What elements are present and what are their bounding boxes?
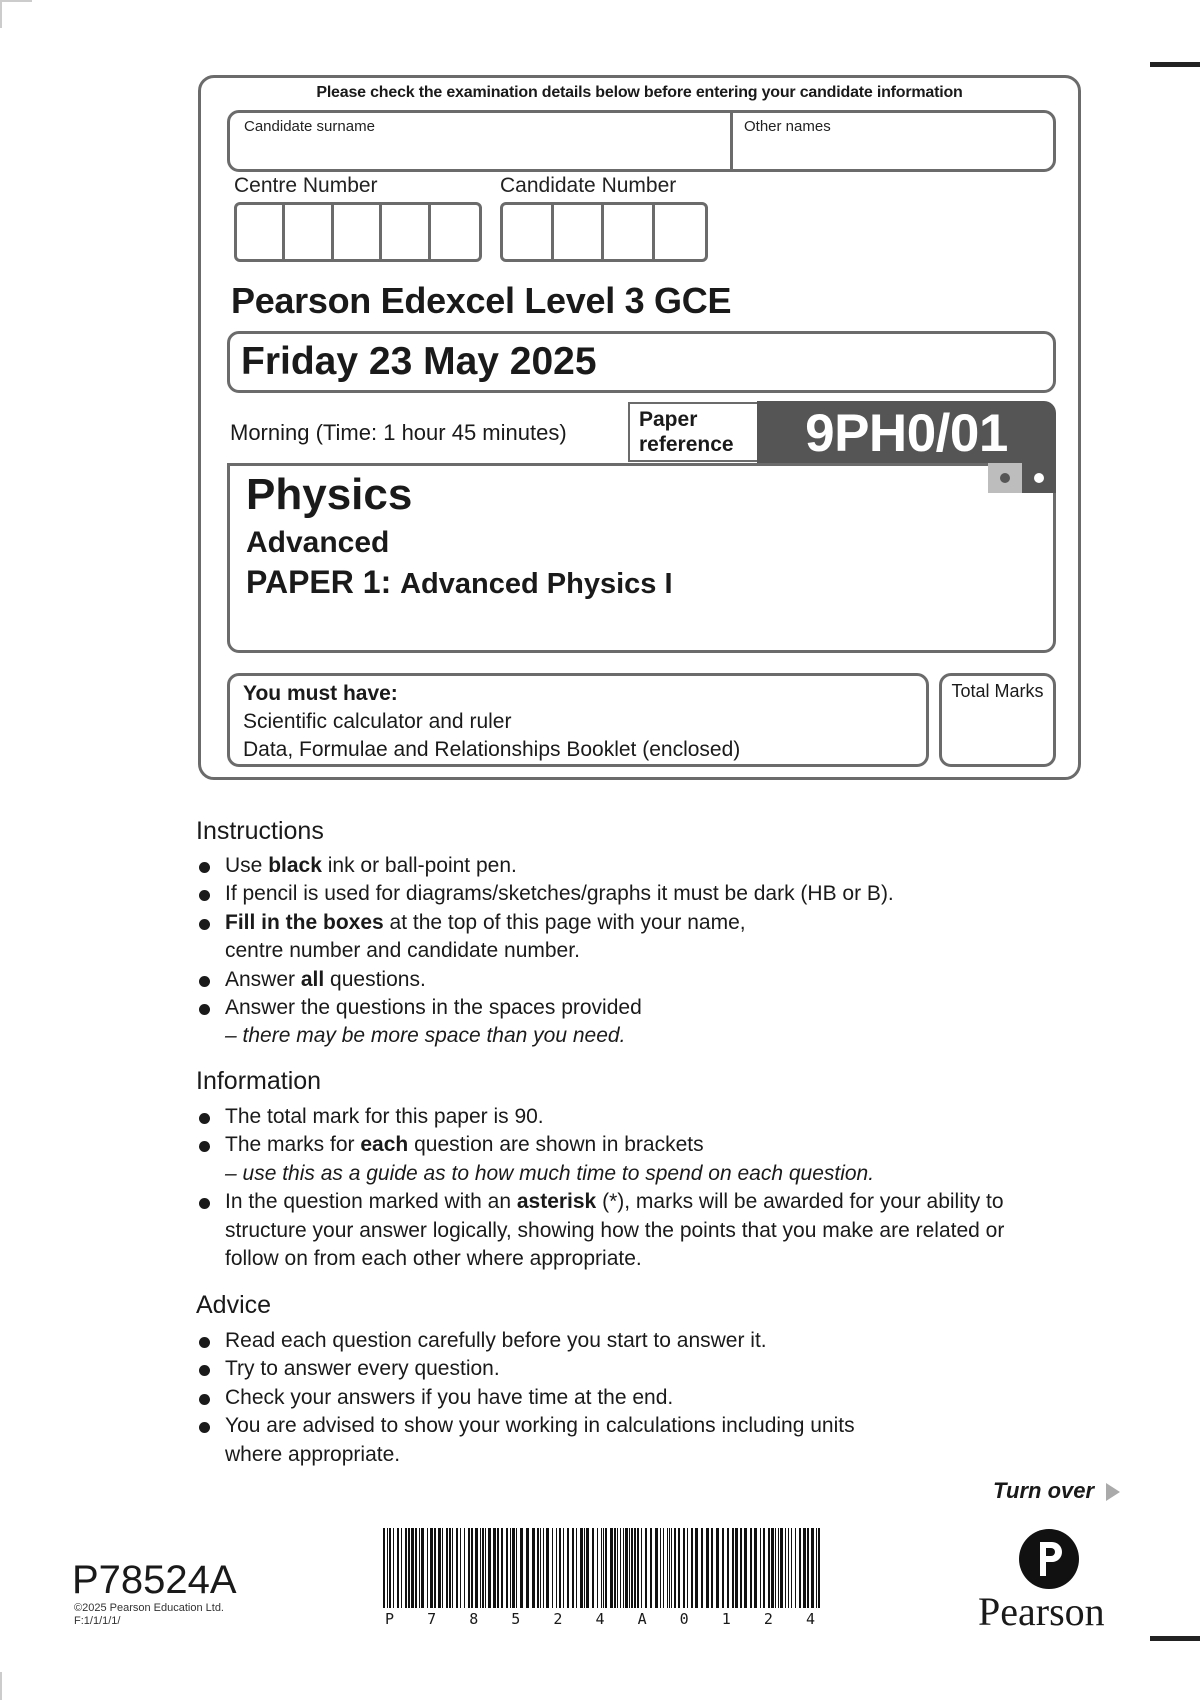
barcode-bar <box>775 1528 776 1608</box>
barcode-bar <box>415 1528 417 1608</box>
subject-box <box>227 463 1056 653</box>
barcode-bar <box>791 1528 792 1608</box>
crop-mark <box>0 1672 2 1700</box>
barcode-bar <box>650 1528 652 1608</box>
barcode-bar <box>493 1528 496 1608</box>
digit-box[interactable] <box>334 205 382 259</box>
list-item: The marks for each question are shown in brackets – use this as a guide as to how much time to spend on each question. <box>196 1131 1004 1188</box>
candidate-name-box[interactable] <box>227 110 1056 172</box>
barcode-bar <box>655 1528 658 1608</box>
barcode-bar <box>411 1528 414 1608</box>
digit-box[interactable] <box>655 205 705 259</box>
barcode-digit: 7 <box>427 1610 437 1628</box>
barcode-bar <box>818 1528 820 1608</box>
name-divider <box>730 113 733 169</box>
pearson-logo-icon <box>1018 1528 1080 1590</box>
barcode-bar <box>740 1528 742 1608</box>
information-heading: Information <box>196 1067 322 1095</box>
barcode <box>383 1528 821 1608</box>
barcode-bar <box>669 1528 670 1608</box>
instructions-heading: Instructions <box>196 817 324 845</box>
subject-title: Physics <box>246 470 413 519</box>
barcode-bar <box>572 1528 574 1608</box>
barcode-digit: 8 <box>469 1610 479 1628</box>
barcode-digit: 2 <box>553 1610 563 1628</box>
barcode-digits <box>385 1610 815 1628</box>
barcode-bar <box>387 1528 388 1608</box>
barcode-bar <box>442 1528 443 1608</box>
crop-mark <box>0 0 2 28</box>
barcode-digit: 2 <box>763 1610 773 1628</box>
total-marks-label: Total Marks <box>951 681 1044 701</box>
barcode-bar <box>556 1528 557 1608</box>
barcode-bar <box>488 1528 491 1608</box>
barcode-bar <box>419 1528 420 1608</box>
copyright <box>74 1602 224 1628</box>
barcode-bar <box>506 1528 508 1608</box>
digit-box[interactable] <box>431 205 479 259</box>
barcode-bar <box>645 1528 647 1608</box>
barcode-bar <box>540 1528 541 1608</box>
paper-name: Advanced Physics I <box>400 568 673 600</box>
barcode-bar <box>625 1528 628 1608</box>
arrow-right-icon <box>1106 1483 1120 1501</box>
exam-board-title: Pearson Edexcel Level 3 GCE <box>231 280 732 321</box>
information-list <box>196 1103 1004 1273</box>
barcode-bar <box>520 1528 523 1608</box>
digit-box[interactable] <box>503 205 554 259</box>
barcode-bar <box>763 1528 765 1608</box>
barcode-bar <box>620 1528 621 1608</box>
list-item: The total mark for this paper is 90. <box>196 1103 1004 1131</box>
digit-box[interactable] <box>604 205 655 259</box>
candidate-number-boxes[interactable] <box>500 202 708 262</box>
must-have-item: Scientific calculator and ruler <box>243 710 512 733</box>
barcode-bar <box>610 1528 613 1608</box>
barcode-bar <box>771 1528 774 1608</box>
list-item: Try to answer every question. <box>196 1355 855 1383</box>
centre-number-boxes[interactable] <box>234 202 482 262</box>
barcode-bar <box>601 1528 602 1608</box>
dot-icon <box>1000 473 1010 483</box>
barcode-bar <box>438 1528 441 1608</box>
barcode-bar <box>678 1528 680 1608</box>
barcode-bar <box>785 1528 786 1608</box>
check-notice: Please check the examination details below before entering your candidate information <box>316 84 963 101</box>
barcode-bar <box>744 1528 747 1608</box>
barcode-bar <box>401 1528 402 1608</box>
advice-list <box>196 1327 855 1469</box>
list-item: You are advised to show your working in calculations including units where appropriate. <box>196 1412 855 1469</box>
barcode-bar <box>482 1528 484 1608</box>
barcode-bar <box>701 1528 703 1608</box>
barcode-bar <box>683 1528 685 1608</box>
barcode-bar <box>807 1528 809 1608</box>
barcode-bar <box>597 1528 598 1608</box>
crop-mark <box>0 0 32 2</box>
barcode-bar <box>464 1528 465 1608</box>
barcode-bar <box>434 1528 436 1608</box>
barcode-bar <box>452 1528 453 1608</box>
barcode-bar <box>389 1528 391 1608</box>
barcode-bar <box>405 1528 407 1608</box>
exam-date: Friday 23 May 2025 <box>241 340 597 383</box>
turn-over-label: Turn over <box>993 1478 1095 1503</box>
barcode-digit: A <box>637 1610 647 1628</box>
barcode-bar <box>480 1528 481 1608</box>
barcode-bar <box>629 1528 630 1608</box>
barcode-bar <box>614 1528 616 1608</box>
barcode-bar <box>811 1528 814 1608</box>
barcode-bar <box>475 1528 478 1608</box>
barcode-bar <box>586 1528 589 1608</box>
barcode-bar <box>768 1528 770 1608</box>
other-names-label: Other names <box>744 118 831 135</box>
barcode-bar <box>456 1528 458 1608</box>
barcode-bar <box>631 1528 633 1608</box>
barcode-bar <box>671 1528 672 1608</box>
barcode-bar <box>780 1528 783 1608</box>
centre-number-label: Centre Number <box>234 174 378 197</box>
exam-session: Morning (Time: 1 hour 45 minutes) <box>230 420 567 445</box>
barcode-bar <box>727 1528 729 1608</box>
barcode-bar <box>623 1528 624 1608</box>
barcode-bar <box>799 1528 801 1608</box>
barcode-bar <box>735 1528 738 1608</box>
list-item: In the question marked with an asterisk (*), marks will be awarded for your ability to structure your answer logically, showing how the points that you make are related or follow on from each other where appropriate. <box>196 1188 1004 1273</box>
pearson-wordmark: Pearson <box>978 1589 1105 1634</box>
barcode-bar <box>584 1528 585 1608</box>
barcode-bar <box>559 1528 561 1608</box>
barcode-bar <box>430 1528 433 1608</box>
barcode-bar <box>634 1528 636 1608</box>
barcode-bar <box>603 1528 604 1608</box>
list-item: Use black ink or ball-point pen. <box>196 852 894 880</box>
advice-heading: Advice <box>196 1291 272 1319</box>
barcode-bar <box>592 1528 594 1608</box>
list-item: If pencil is used for diagrams/sketches/graphs it must be dark (HB or B). <box>196 880 894 908</box>
paper-reference-label <box>628 402 758 462</box>
barcode-bar <box>576 1528 577 1608</box>
barcode-digit: P <box>385 1610 395 1628</box>
barcode-bar <box>795 1528 796 1608</box>
barcode-bar <box>580 1528 583 1608</box>
barcode-bar <box>754 1528 757 1608</box>
list-item: Read each question carefully before you start to answer it. <box>196 1327 855 1355</box>
barcode-bar <box>497 1528 499 1608</box>
barcode-bar <box>526 1528 529 1608</box>
barcode-bar <box>421 1528 424 1608</box>
barcode-digit: 4 <box>595 1610 605 1628</box>
total-marks-box[interactable] <box>939 673 1056 767</box>
barcode-bar <box>674 1528 676 1608</box>
crop-mark <box>1150 1636 1200 1641</box>
barcode-digit: 5 <box>511 1610 521 1628</box>
paper-title <box>246 564 673 601</box>
instructions-list <box>196 852 894 1051</box>
barcode-bar <box>460 1528 461 1608</box>
barcode-bar <box>552 1528 553 1608</box>
copyright-text: ©2025 Pearson Education Ltd. <box>74 1602 224 1614</box>
barcode-bar <box>427 1528 428 1608</box>
dot-icon <box>1034 473 1044 483</box>
tier-indicator <box>988 463 1056 493</box>
barcode-bar <box>543 1528 544 1608</box>
barcode-bar <box>516 1528 517 1608</box>
barcode-bar <box>485 1528 486 1608</box>
barcode-bar <box>706 1528 709 1608</box>
list-item: Fill in the boxes at the top of this page with your name, centre number and candidate number. <box>196 909 894 966</box>
barcode-bar <box>446 1528 448 1608</box>
barcode-bar <box>637 1528 639 1608</box>
digit-box[interactable] <box>285 205 333 259</box>
barcode-bar <box>449 1528 451 1608</box>
barcode-bar <box>788 1528 789 1608</box>
digit-box[interactable] <box>382 205 430 259</box>
barcode-bar <box>667 1528 668 1608</box>
barcode-bar <box>816 1528 817 1608</box>
barcode-bar <box>397 1528 399 1608</box>
barcode-bar <box>716 1528 719 1608</box>
exam-date-box <box>227 331 1056 393</box>
candidate-details-frame <box>198 75 1081 780</box>
barcode-digit: 1 <box>721 1610 731 1628</box>
paper-prefix: PAPER 1: <box>246 564 392 600</box>
paper-code: P78524A <box>72 1558 237 1602</box>
must-have-item: Data, Formulae and Relationships Booklet (enclosed) <box>243 738 741 761</box>
barcode-bar <box>778 1528 779 1608</box>
barcode-bar <box>471 1528 473 1608</box>
barcode-bar <box>750 1528 752 1608</box>
barcode-bar <box>732 1528 734 1608</box>
digit-box[interactable] <box>237 205 285 259</box>
barcode-bar <box>660 1528 661 1608</box>
barcode-bar <box>546 1528 549 1608</box>
barcode-bar <box>408 1528 410 1608</box>
barcode-bar <box>563 1528 564 1608</box>
list-item: Answer all questions. <box>196 966 894 994</box>
barcode-bar <box>695 1528 698 1608</box>
barcode-bar <box>722 1528 724 1608</box>
barcode-bar <box>383 1528 385 1608</box>
barcode-bar <box>532 1528 535 1608</box>
barcode-bar <box>641 1528 642 1608</box>
paper-reference-label-text: Paper reference <box>639 408 734 456</box>
barcode-bar <box>605 1528 607 1608</box>
barcode-digit: 4 <box>805 1610 815 1628</box>
candidate-number-label: Candidate Number <box>500 174 677 197</box>
barcode-bar <box>510 1528 511 1608</box>
barcode-bar <box>512 1528 515 1608</box>
barcode-bar <box>617 1528 618 1608</box>
crop-mark <box>1150 62 1200 67</box>
barcode-bar <box>691 1528 693 1608</box>
barcode-digit: 0 <box>679 1610 689 1628</box>
qualification-level: Advanced <box>246 526 390 559</box>
must-have-box <box>227 673 929 767</box>
barcode-bar <box>468 1528 470 1608</box>
digit-box[interactable] <box>554 205 605 259</box>
barcode-bar <box>711 1528 713 1608</box>
barcode-bar <box>803 1528 806 1608</box>
barcode-bar <box>537 1528 539 1608</box>
must-have-title: You must have: <box>243 682 398 705</box>
barcode-bar <box>393 1528 394 1608</box>
surname-label: Candidate surname <box>244 118 375 135</box>
barcode-bar <box>663 1528 664 1608</box>
barcode-bar <box>760 1528 761 1608</box>
print-code: F:1/1/1/1/ <box>74 1615 121 1627</box>
paper-reference-code: 9PH0/01 <box>757 401 1056 463</box>
barcode-bar <box>501 1528 503 1608</box>
list-item: Answer the questions in the spaces provided – there may be more space than you need. <box>196 994 894 1051</box>
list-item: Check your answers if you have time at the end. <box>196 1384 855 1412</box>
barcode-bar <box>567 1528 569 1608</box>
barcode-bar <box>687 1528 688 1608</box>
